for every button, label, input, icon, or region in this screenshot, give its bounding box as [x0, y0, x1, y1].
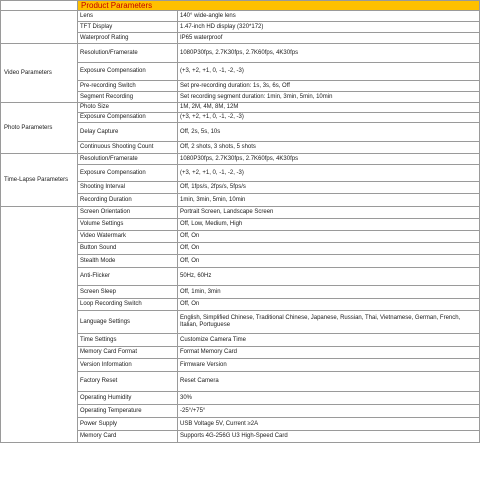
row-value: Format Memory Card	[178, 347, 480, 359]
row-value: (+3, +2, +1, 0, -1, -2, -3)	[178, 165, 480, 182]
row-value: -25°/+75°	[178, 405, 480, 418]
row-label: Time Settings	[78, 334, 178, 347]
row-value: (+3, +2, +1, 0, -1, -2, -3)	[178, 113, 480, 123]
row-value: 1min, 3min, 5min, 10min	[178, 194, 480, 207]
row-label: Resolution/Framerate	[78, 44, 178, 63]
row-value: (+3, +2, +1, 0, -1, -2, -3)	[178, 63, 480, 81]
row-label: Exposure Compensation	[78, 113, 178, 123]
row-label: Segment Recording	[78, 92, 178, 103]
group-video-parameters: Video Parameters	[1, 44, 78, 103]
table-row	[1, 11, 480, 22]
row-label: Button Sound	[78, 243, 178, 255]
row-value: USB Voltage 5V, Current ≥2A	[178, 418, 480, 431]
row-label: Lens	[78, 11, 178, 22]
row-value: 140° wide-angle lens	[178, 11, 480, 22]
row-label: Version Information	[78, 359, 178, 372]
row-label: Memory Card Format	[78, 347, 178, 359]
table-title: Product Parameters	[78, 1, 480, 11]
row-label: Screen Orientation	[78, 207, 178, 219]
table-header-row	[1, 1, 480, 11]
row-value: Customize Camera Time	[178, 334, 480, 347]
row-label: Exposure Compensation	[78, 165, 178, 182]
row-value: Set recording segment duration: 1min, 3min, 5min, 10min	[178, 92, 480, 103]
row-value: Off, On	[178, 243, 480, 255]
row-label: Shooting Interval	[78, 182, 178, 194]
row-value: Off, 2s, 5s, 10s	[178, 123, 480, 142]
row-value: 1080P30fps, 2.7K30fps, 2.7K60fps, 4K30fps	[178, 44, 480, 63]
row-value: Off, 1min, 3min	[178, 286, 480, 299]
row-label: Operating Humidity	[78, 392, 178, 405]
row-label: Loop Recording Switch	[78, 299, 178, 311]
table-row	[1, 44, 480, 63]
row-value: Off, On	[178, 255, 480, 268]
table-row	[1, 103, 480, 113]
row-label: Anti-Flicker	[78, 268, 178, 286]
row-value: Off, 1fps/s, 2fps/s, 5fps/s	[178, 182, 480, 194]
row-label: Video Watermark	[78, 231, 178, 243]
header-blank-cell	[1, 1, 78, 11]
row-value: 1080P30fps, 2.7K30fps, 2.7K60fps, 4K30fps	[178, 154, 480, 165]
row-value: Supports 4G-256G U3 High-Speed Card	[178, 431, 480, 443]
group-time-lapse-parameters: Time-Lapse Parameters	[1, 154, 78, 207]
group-cell-general	[1, 11, 78, 44]
row-value: Portrait Screen, Landscape Screen	[178, 207, 480, 219]
row-value: Reset Camera	[178, 372, 480, 392]
row-label: TFT Display	[78, 22, 178, 33]
row-value: 50Hz, 60Hz	[178, 268, 480, 286]
row-label: Recording Duration	[78, 194, 178, 207]
row-value: IP65 waterproof	[178, 33, 480, 44]
row-label: Factory Reset	[78, 372, 178, 392]
row-value: Off, On	[178, 299, 480, 311]
row-label: Exposure Compensation	[78, 63, 178, 81]
row-label: Resolution/Framerate	[78, 154, 178, 165]
table-row	[1, 207, 480, 219]
row-label: Memory Card	[78, 431, 178, 443]
row-label: Delay Capture	[78, 123, 178, 142]
row-value: Off, Low, Medium, High	[178, 219, 480, 231]
table-row	[1, 154, 480, 165]
row-label: Screen Sleep	[78, 286, 178, 299]
row-value: 30%	[178, 392, 480, 405]
row-label: Continuous Shooting Count	[78, 142, 178, 154]
row-value: Off, 2 shots, 3 shots, 5 shots	[178, 142, 480, 154]
group-cell-settings	[1, 207, 78, 443]
row-value: 1M, 2M, 4M, 8M, 12M	[178, 103, 480, 113]
row-value: Firmware Version	[178, 359, 480, 372]
row-label: Language Settings	[78, 311, 178, 334]
group-photo-parameters: Photo Parameters	[1, 103, 78, 154]
row-label: Pre-recording Switch	[78, 81, 178, 92]
row-label: Photo Size	[78, 103, 178, 113]
row-label: Power Supply	[78, 418, 178, 431]
row-label: Stealth Mode	[78, 255, 178, 268]
row-label: Waterproof Rating	[78, 33, 178, 44]
row-value: English, Simplified Chinese, Traditional Chinese, Japanese, Russian, Thai, Vietnamese, German, French, Italian, Portuguese	[178, 311, 480, 334]
row-value: Off, On	[178, 231, 480, 243]
row-value: 1.47-inch HD display (320*172)	[178, 22, 480, 33]
row-value: Set pre-recording duration: 1s, 3s, 6s, Off	[178, 81, 480, 92]
row-label: Volume Settings	[78, 219, 178, 231]
row-label: Operating Temperature	[78, 405, 178, 418]
